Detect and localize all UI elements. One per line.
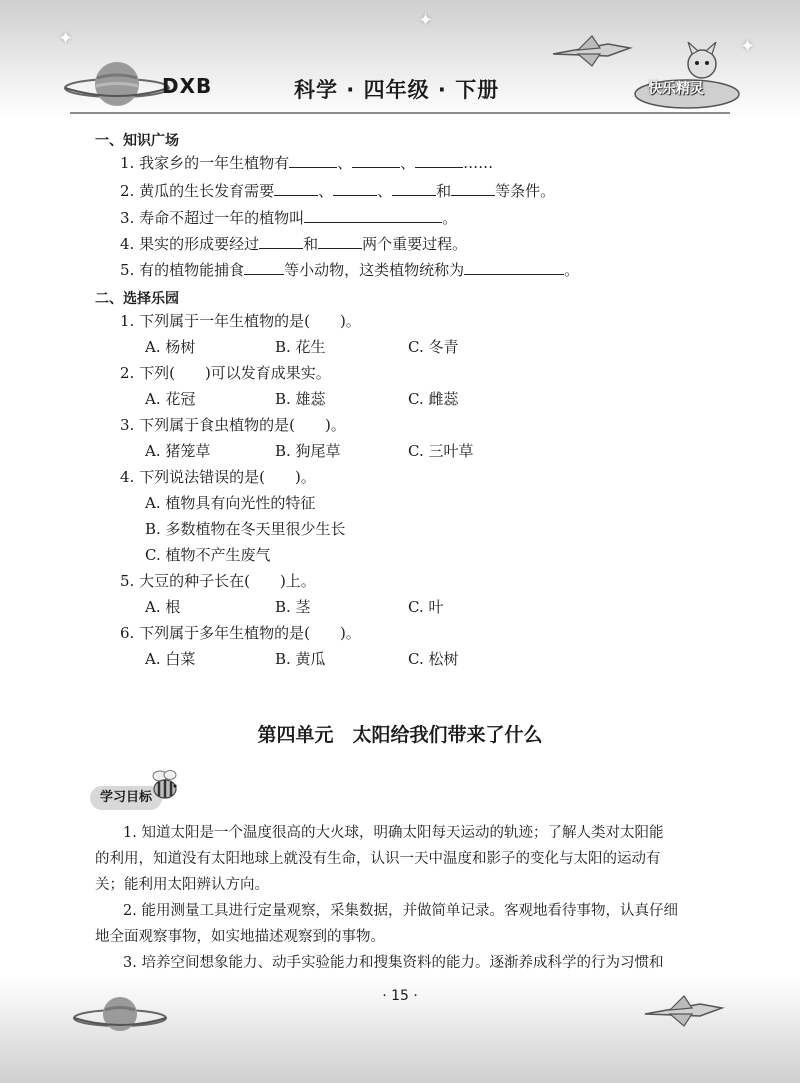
choice-question-3: 3. 下列属于食虫植物的是( )。 [120,416,346,434]
choice-option[interactable]: A. 花冠 [145,390,196,408]
choice-question-2: 2. 下列( )可以发育成果实。 [120,364,331,382]
page-title: 科学 · 四年级 · 下册 [294,78,500,102]
answer-blank[interactable] [464,259,564,275]
unit-title: 第四单元 太阳给我们带来了什么 [257,724,543,746]
fill-question-5: 5. 有的植物能捕食 等小动物，这类植物统称为 。 [120,261,580,279]
fill-question-3: 3. 寿命不超过一年的植物叫 。 [120,209,458,227]
fill-question-4: 4. 果实的形成要经过 和 两个重要过程。 [120,235,468,253]
choice-option[interactable]: C. 三叶草 [408,442,474,460]
choice-option[interactable]: C. 雌蕊 [408,390,459,408]
choice-option[interactable]: A. 植物具有向光性的特征 [145,494,316,512]
choice-option[interactable]: A. 猪笼草 [145,442,211,460]
star-icon: ✦ [740,36,756,57]
choice-option[interactable]: A. 杨树 [145,338,196,356]
choice-option[interactable]: B. 多数植物在冬天里很少生长 [145,520,346,538]
answer-blank[interactable] [392,180,436,196]
space-shuttle-icon [640,990,730,1030]
choice-question-1: 1. 下列属于一年生植物的是( )。 [120,312,361,330]
answer-blank[interactable] [318,233,362,249]
choice-option[interactable]: C. 植物不产生废气 [145,546,271,564]
choice-option[interactable]: B. 黄瓜 [275,650,326,668]
bee-icon [148,768,182,802]
goal-paragraph-2: 2. 能用测量工具进行定量观察，采集数据，并做简单记录。客观地看待事物，认真仔细 地全面观察事物，如实地描述观察到的事物。 [95,903,678,945]
answer-blank[interactable] [304,207,442,223]
answer-blank[interactable] [352,152,400,168]
choice-option[interactable]: C. 松树 [408,650,459,668]
header-divider [70,112,730,114]
choice-option[interactable]: C. 叶 [408,598,444,616]
answer-blank[interactable] [333,180,377,196]
section-title-knowledge: 一、知识广场 [95,133,179,149]
section-title-choice: 二、选择乐园 [95,291,179,307]
choice-question-4: 4. 下列说法错误的是( )。 [120,468,316,486]
answer-blank[interactable] [244,259,284,275]
fill-question-1: 1. 我家乡的一年生植物有 、 、 …… [120,154,494,172]
star-icon: ✦ [58,28,74,49]
saturn-icon [62,54,172,114]
choice-question-6: 6. 下列属于多年生植物的是( )。 [120,624,361,642]
learning-goals-tag: 学习目标 [90,786,162,810]
answer-blank[interactable] [274,180,318,196]
page-header [0,0,800,130]
fill-question-2: 2. 黄瓜的生长发育需要 、 、 和 等条件。 [120,182,556,200]
choice-option[interactable]: B. 雄蕊 [275,390,326,408]
star-icon: ✦ [418,10,434,31]
choice-option[interactable]: A. 白菜 [145,650,196,668]
brand-mark: DXB [162,74,213,98]
answer-blank[interactable] [415,152,463,168]
choice-option[interactable]: A. 根 [145,598,181,616]
logo-badge-icon [632,42,742,112]
answer-blank[interactable] [289,152,337,168]
space-shuttle-icon [548,30,638,70]
choice-option[interactable]: B. 狗尾草 [275,442,341,460]
choice-option[interactable]: B. 茎 [275,598,311,616]
choice-option[interactable]: C. 冬青 [408,338,459,356]
goal-paragraph-3: 3. 培养空间想象能力、动手实验能力和搜集资料的能力。逐渐养成科学的行为习惯和 [123,955,664,971]
answer-blank[interactable] [451,180,495,196]
goal-paragraph-1: 1. 知道太阳是一个温度很高的大火球，明确太阳每天运动的轨迹；了解人类对太阳能 的利用，知道没有太阳地球上就没有生命，认识一天中温度和影子的变化与太阳的运动有 关；能利用太阳辨认方向。 [95,825,664,893]
page-number: · 15 · [382,988,418,1004]
answer-blank[interactable] [259,233,303,249]
choice-option[interactable]: B. 花生 [275,338,326,356]
logo-text: 快乐精灵 [648,81,704,97]
choice-question-5: 5. 大豆的种子长在( )上。 [120,572,316,590]
